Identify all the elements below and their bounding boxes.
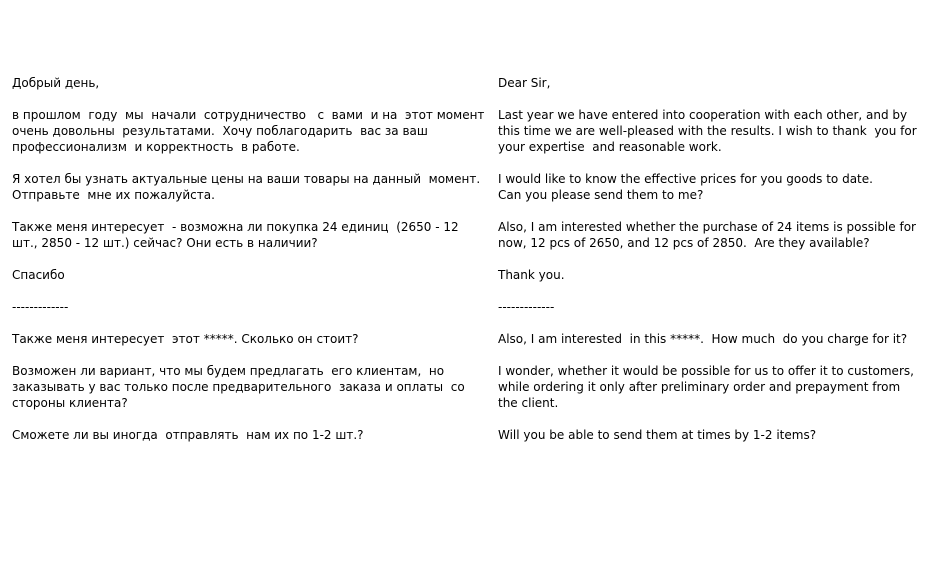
paragraph-4: Также меня интересует этот *****. Сколько он стоит? bbox=[12, 332, 359, 346]
paragraph-1-line: в прошлом году мы начали сотрудничество с вами и на этот момент bbox=[12, 108, 485, 122]
paragraph-6: Сможете ли вы иногда отправлять нам их по 1-2 шт.? bbox=[12, 428, 364, 442]
paragraph-2-line: Can you please send them to me? bbox=[498, 188, 704, 202]
paragraph-5-line: while ordering it only after preliminary order and prepayment from bbox=[498, 380, 901, 394]
paragraph-5-line: стороны клиента? bbox=[12, 396, 128, 410]
thanks: Thank you. bbox=[498, 268, 565, 282]
paragraph-5-line: заказывать у вас только после предварительного заказа и оплаты со bbox=[12, 380, 465, 394]
paragraph-1-line: this time we are well-pleased with the results. I wish to thank you for bbox=[498, 124, 917, 138]
separator: ------------- bbox=[12, 300, 69, 314]
paragraph-1-line: Last year we have entered into cooperation with each other, and by bbox=[498, 108, 908, 122]
paragraph-2-line: I would like to know the effective prices for you goods to date. bbox=[498, 172, 873, 186]
paragraph-5-line: Возможен ли вариант, что мы будем предлагать его клиентам, но bbox=[12, 364, 445, 378]
paragraph-5-line: the client. bbox=[498, 396, 559, 410]
paragraph-4: Also, I am interested in this *****. How much do you charge for it? bbox=[498, 332, 908, 346]
paragraph-3-line: Также меня интересует - возможна ли покупка 24 единиц (2650 - 12 bbox=[12, 220, 459, 234]
greeting: Добрый день, bbox=[12, 76, 100, 90]
paragraph-2-line: Отправьте мне их пожалуйста. bbox=[12, 188, 215, 202]
paragraph-5-line: I wonder, whether it would be possible for us to offer it to customers, bbox=[498, 364, 914, 378]
paragraph-1-line: профессионализм и корректность в работе. bbox=[12, 140, 300, 154]
paragraph-2-line: Я хотел бы узнать актуальные цены на ваши товары на данный момент. bbox=[12, 172, 481, 186]
paragraph-3-line: now, 12 pcs of 2650, and 12 pcs of 2850. Are they available? bbox=[498, 236, 870, 250]
english-letter bbox=[498, 75, 918, 443]
paragraph-1-line: your expertise and reasonable work. bbox=[498, 140, 722, 154]
paragraph-3-line: шт., 2850 - 12 шт.) сейчас? Они есть в наличии? bbox=[12, 236, 318, 250]
paragraph-6: Will you be able to send them at times by 1-2 items? bbox=[498, 428, 817, 442]
separator: ------------- bbox=[498, 300, 555, 314]
paragraph-3-line: Also, I am interested whether the purchase of 24 items is possible for bbox=[498, 220, 916, 234]
greeting: Dear Sir, bbox=[498, 76, 551, 90]
paragraph-1-line: очень довольны результатами. Хочу поблагодарить вас за ваш bbox=[12, 124, 428, 138]
russian-letter bbox=[12, 75, 485, 443]
thanks: Спасибо bbox=[12, 268, 65, 282]
